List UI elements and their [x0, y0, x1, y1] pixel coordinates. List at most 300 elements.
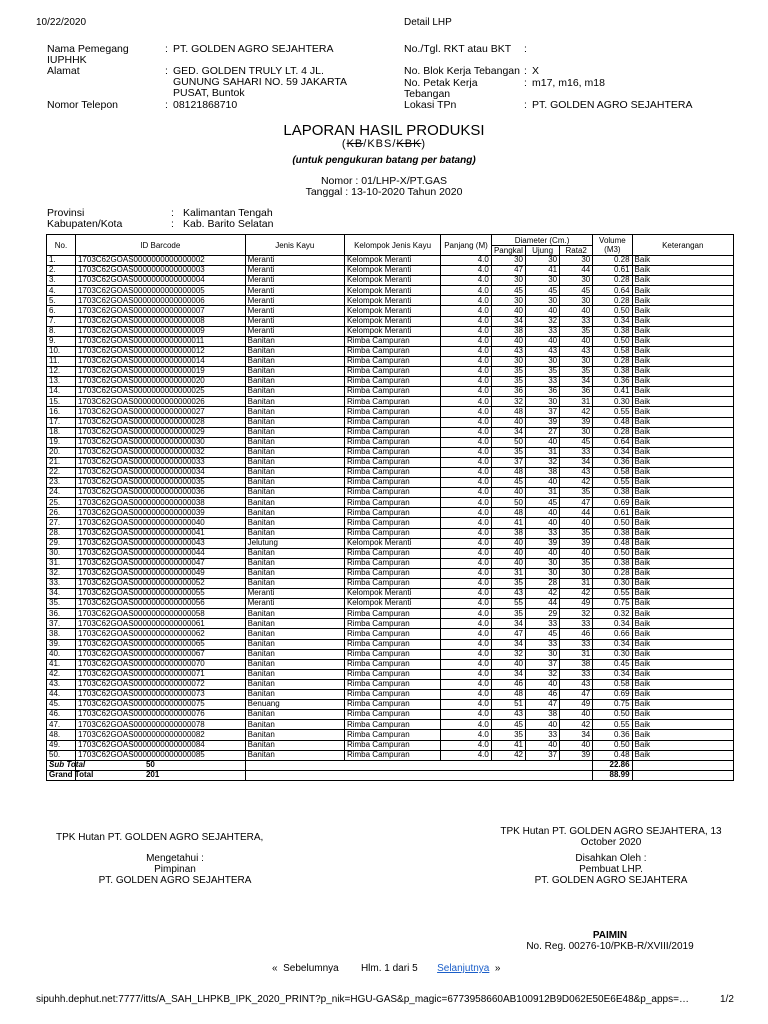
row-no: 33.: [47, 579, 76, 589]
jenis-kayu: Banitan: [245, 690, 344, 700]
barcode-id: 1703C62GOAS0000000000000039: [75, 508, 245, 518]
table-row: [47, 538, 734, 548]
rata2: 31: [560, 397, 593, 407]
jenis-kayu: Meranti: [245, 589, 344, 599]
barcode-id: 1703C62GOAS0000000000000084: [75, 740, 245, 750]
jenis-kayu: Banitan: [245, 478, 344, 488]
barcode-id: 1703C62GOAS0000000000000027: [75, 407, 245, 417]
table-row: [47, 710, 734, 720]
jenis-kayu: Banitan: [245, 568, 344, 578]
jenis-kayu: Banitan: [245, 336, 344, 346]
ujung: 33: [526, 639, 560, 649]
barcode-id: 1703C62GOAS0000000000000071: [75, 669, 245, 679]
barcode-id: 1703C62GOAS0000000000000020: [75, 377, 245, 387]
pangkal: 48: [491, 407, 525, 417]
info-value: [532, 44, 732, 66]
keterangan: Baik: [632, 639, 733, 649]
barcode-id: 1703C62GOAS0000000000000008: [75, 316, 245, 326]
kelompok: Rimba Campuran: [344, 407, 440, 417]
barcode-id: 1703C62GOAS0000000000000049: [75, 568, 245, 578]
volume: 0.30: [593, 649, 632, 659]
panjang: 4.0: [441, 730, 492, 740]
volume: 0.69: [593, 690, 632, 700]
keterangan: Baik: [632, 266, 733, 276]
row-no: 16.: [47, 407, 76, 417]
row-no: 41.: [47, 659, 76, 669]
row-no: 29.: [47, 538, 76, 548]
jenis-kayu: Banitan: [245, 609, 344, 619]
barcode-id: 1703C62GOAS0000000000000012: [75, 346, 245, 356]
kelompok: Rimba Campuran: [344, 488, 440, 498]
panjang: 4.0: [441, 579, 492, 589]
barcode-id: 1703C62GOAS0000000000000014: [75, 356, 245, 366]
pangkal: 43: [491, 589, 525, 599]
volume: 0.38: [593, 326, 632, 336]
barcode-id: 1703C62GOAS0000000000000028: [75, 417, 245, 427]
panjang: 4.0: [441, 447, 492, 457]
ujung: 35: [526, 367, 560, 377]
volume: 0.55: [593, 478, 632, 488]
rata2: 31: [560, 579, 593, 589]
panjang: 4.0: [441, 518, 492, 528]
rata2: 35: [560, 558, 593, 568]
barcode-id: 1703C62GOAS0000000000000040: [75, 518, 245, 528]
table-row: [47, 417, 734, 427]
jenis-kayu: Meranti: [245, 296, 344, 306]
pangkal: 43: [491, 710, 525, 720]
kelompok: Rimba Campuran: [344, 609, 440, 619]
header-ujung: Ujung: [526, 246, 560, 256]
barcode-id: 1703C62GOAS0000000000000025: [75, 387, 245, 397]
jenis-kayu: Meranti: [245, 316, 344, 326]
kelompok: Rimba Campuran: [344, 467, 440, 477]
prev-link[interactable]: Sebelumnya: [283, 963, 339, 974]
rata2: 33: [560, 639, 593, 649]
barcode-id: 1703C62GOAS0000000000000041: [75, 528, 245, 538]
volume: 0.66: [593, 629, 632, 639]
kelompok: Rimba Campuran: [344, 498, 440, 508]
panjang: 4.0: [441, 427, 492, 437]
ujung: 40: [526, 437, 560, 447]
kelompok: Rimba Campuran: [344, 417, 440, 427]
ujung: 39: [526, 417, 560, 427]
prev-arrow[interactable]: «: [272, 963, 278, 974]
jenis-kayu: Benuang: [245, 700, 344, 710]
kelompok: Rimba Campuran: [344, 437, 440, 447]
info-label: No. Petak Kerja Tebangan: [404, 77, 478, 100]
keterangan: Baik: [632, 558, 733, 568]
panjang: 4.0: [441, 538, 492, 548]
jenis-kayu: Banitan: [245, 397, 344, 407]
volume: 0.50: [593, 306, 632, 316]
keterangan: Baik: [632, 447, 733, 457]
row-no: 5.: [47, 296, 76, 306]
volume: 0.28: [593, 427, 632, 437]
kelompok: Rimba Campuran: [344, 679, 440, 689]
ujung: 30: [526, 276, 560, 286]
ujung: 38: [526, 710, 560, 720]
panjang: 4.0: [441, 649, 492, 659]
barcode-id: 1703C62GOAS0000000000000047: [75, 558, 245, 568]
rata2: 40: [560, 548, 593, 558]
jenis-kayu: Jelutung: [245, 538, 344, 548]
jenis-kayu: Banitan: [245, 528, 344, 538]
row-no: 26.: [47, 508, 76, 518]
ujung: 33: [526, 377, 560, 387]
row-no: 19.: [47, 437, 76, 447]
tanggal-value: 13-10-2020 Tahun 2020: [351, 186, 463, 198]
barcode-id: 1703C62GOAS0000000000000030: [75, 437, 245, 447]
table-row: [47, 690, 734, 700]
panjang: 4.0: [441, 286, 492, 296]
sig-left-company: PT. GOLDEN AGRO SEJAHTERA: [98, 875, 252, 886]
row-no: 35.: [47, 599, 76, 609]
volume: 0.61: [593, 266, 632, 276]
barcode-id: 1703C62GOAS0000000000000044: [75, 548, 245, 558]
kelompok: Rimba Campuran: [344, 579, 440, 589]
kelompok: Kelompok Meranti: [344, 296, 440, 306]
jenis-kayu: Banitan: [245, 508, 344, 518]
barcode-id: 1703C62GOAS0000000000000043: [75, 538, 245, 548]
panjang: 4.0: [441, 669, 492, 679]
rata2: 40: [560, 518, 593, 528]
pangkal: 43: [491, 346, 525, 356]
kelompok: Rimba Campuran: [344, 629, 440, 639]
barcode-id: 1703C62GOAS0000000000000009: [75, 326, 245, 336]
volume: 0.38: [593, 488, 632, 498]
grandtotal-label: Grand Total: [47, 770, 76, 780]
panjang: 4.0: [441, 367, 492, 377]
barcode-id: 1703C62GOAS0000000000000056: [75, 599, 245, 609]
rata2: 44: [560, 508, 593, 518]
jenis-kayu: Meranti: [245, 266, 344, 276]
table-row: [47, 488, 734, 498]
info-value: GED. GOLDEN TRULY LT. 4 JL. GUNUNG SAHARI NO. 59 JAKARTA PUSAT, Buntok: [173, 65, 347, 99]
kelompok: Rimba Campuran: [344, 639, 440, 649]
jenis-kayu: Banitan: [245, 639, 344, 649]
pangkal: 48: [491, 467, 525, 477]
header-pangkal: Pangkal: [491, 246, 525, 256]
panjang: 4.0: [441, 457, 492, 467]
keterangan: Baik: [632, 356, 733, 366]
volume: 0.34: [593, 639, 632, 649]
volume: 0.28: [593, 256, 632, 266]
rata2: 33: [560, 447, 593, 457]
next-link[interactable]: Selanjutnya: [437, 963, 490, 974]
kelompok: Kelompok Meranti: [344, 316, 440, 326]
kelompok: Rimba Campuran: [344, 659, 440, 669]
panjang: 4.0: [441, 700, 492, 710]
ujung: 29: [526, 609, 560, 619]
kelompok: Kelompok Meranti: [344, 538, 440, 548]
keterangan: Baik: [632, 730, 733, 740]
table-row: [47, 568, 734, 578]
jenis-kayu: Banitan: [245, 377, 344, 387]
row-no: 46.: [47, 710, 76, 720]
table-row: [47, 276, 734, 286]
kelompok: Rimba Campuran: [344, 397, 440, 407]
ujung: 31: [526, 447, 560, 457]
keterangan: Baik: [632, 256, 733, 266]
barcode-id: 1703C62GOAS0000000000000038: [75, 498, 245, 508]
kelompok: Rimba Campuran: [344, 558, 440, 568]
keterangan: Baik: [632, 740, 733, 750]
jenis-kayu: Banitan: [245, 518, 344, 528]
volume: 0.48: [593, 417, 632, 427]
keterangan: Baik: [632, 367, 733, 377]
barcode-id: 1703C62GOAS0000000000000075: [75, 700, 245, 710]
barcode-id: 1703C62GOAS0000000000000011: [75, 336, 245, 346]
volume: 0.64: [593, 286, 632, 296]
kelompok: Rimba Campuran: [344, 457, 440, 467]
kelompok: Rimba Campuran: [344, 518, 440, 528]
rata2: 39: [560, 750, 593, 760]
kelompok: Rimba Campuran: [344, 528, 440, 538]
table-row: [47, 447, 734, 457]
keterangan: Baik: [632, 659, 733, 669]
table-row: [47, 437, 734, 447]
pangkal: 32: [491, 397, 525, 407]
keterangan: Baik: [632, 710, 733, 720]
jenis-kayu: Banitan: [245, 447, 344, 457]
pangkal: 40: [491, 558, 525, 568]
ujung: 30: [526, 356, 560, 366]
ujung: 39: [526, 538, 560, 548]
jenis-kayu: Banitan: [245, 629, 344, 639]
ujung: 37: [526, 659, 560, 669]
row-no: 37.: [47, 619, 76, 629]
pangkal: 30: [491, 276, 525, 286]
barcode-id: 1703C62GOAS0000000000000005: [75, 286, 245, 296]
kelompok: Rimba Campuran: [344, 346, 440, 356]
keterangan: Baik: [632, 306, 733, 316]
volume: 0.28: [593, 276, 632, 286]
keterangan: Baik: [632, 649, 733, 659]
jenis-kayu: Banitan: [245, 467, 344, 477]
subtotal-row: [47, 760, 734, 770]
volume: 0.75: [593, 599, 632, 609]
pangkal: 36: [491, 387, 525, 397]
table-row: [47, 750, 734, 760]
row-no: 42.: [47, 669, 76, 679]
keterangan: Baik: [632, 296, 733, 306]
pangkal: 40: [491, 417, 525, 427]
pangkal: 40: [491, 488, 525, 498]
ujung: 40: [526, 679, 560, 689]
jenis-kayu: Meranti: [245, 276, 344, 286]
volume: 0.36: [593, 730, 632, 740]
grandtotal-row: [47, 770, 734, 780]
report-tanggal: [0, 186, 768, 198]
panjang: 4.0: [441, 710, 492, 720]
barcode-id: 1703C62GOAS0000000000000036: [75, 488, 245, 498]
volume: 0.64: [593, 437, 632, 447]
keterangan: Baik: [632, 478, 733, 488]
panjang: 4.0: [441, 619, 492, 629]
rata2: 35: [560, 367, 593, 377]
sig-left-place: TPK Hutan PT. GOLDEN AGRO SEJAHTERA,: [56, 832, 264, 843]
kelompok: Kelompok Meranti: [344, 599, 440, 609]
keterangan: Baik: [632, 467, 733, 477]
barcode-id: 1703C62GOAS0000000000000052: [75, 579, 245, 589]
panjang: 4.0: [441, 558, 492, 568]
ujung: 45: [526, 286, 560, 296]
jenis-kayu: Banitan: [245, 548, 344, 558]
panjang: 4.0: [441, 276, 492, 286]
table-row: [47, 579, 734, 589]
pangkal: 47: [491, 629, 525, 639]
row-no: 6.: [47, 306, 76, 316]
ujung: 30: [526, 296, 560, 306]
header-volume: Volume (M3): [593, 235, 632, 256]
barcode-id: 1703C62GOAS0000000000000076: [75, 710, 245, 720]
barcode-id: 1703C62GOAS0000000000000085: [75, 750, 245, 760]
next-arrow[interactable]: »: [494, 963, 501, 974]
volume: 0.55: [593, 589, 632, 599]
rata2: 40: [560, 306, 593, 316]
pangkal: 47: [491, 266, 525, 276]
volume: 0.58: [593, 467, 632, 477]
kelompok: Rimba Campuran: [344, 508, 440, 518]
ujung: 27: [526, 427, 560, 437]
barcode-id: 1703C62GOAS0000000000000004: [75, 276, 245, 286]
ujung: 47: [526, 700, 560, 710]
barcode-id: 1703C62GOAS0000000000000032: [75, 447, 245, 457]
pagination: [272, 963, 500, 974]
jenis-kayu: Banitan: [245, 457, 344, 467]
volume: 0.30: [593, 579, 632, 589]
row-no: 15.: [47, 397, 76, 407]
info-label: Nomor Telepon: [47, 99, 119, 111]
panjang: 4.0: [441, 659, 492, 669]
subtotal-volume: 22.86: [593, 760, 632, 770]
panjang: 4.0: [441, 589, 492, 599]
pangkal: 46: [491, 679, 525, 689]
barcode-id: 1703C62GOAS0000000000000061: [75, 619, 245, 629]
table-row: [47, 306, 734, 316]
volume: 0.48: [593, 538, 632, 548]
row-no: 20.: [47, 447, 76, 457]
volume: 0.50: [593, 710, 632, 720]
header-diameter: Diameter (Cm.): [491, 235, 592, 246]
kelompok: Rimba Campuran: [344, 750, 440, 760]
jenis-kayu: Banitan: [245, 649, 344, 659]
panjang: 4.0: [441, 639, 492, 649]
ujung: 42: [526, 589, 560, 599]
panjang: 4.0: [441, 750, 492, 760]
row-no: 40.: [47, 649, 76, 659]
kelompok: Kelompok Meranti: [344, 306, 440, 316]
panjang: 4.0: [441, 336, 492, 346]
keterangan: Baik: [632, 538, 733, 548]
rata2: 47: [560, 690, 593, 700]
ujung: 44: [526, 599, 560, 609]
ujung: 33: [526, 326, 560, 336]
ujung: 32: [526, 316, 560, 326]
region-info: Provinsi : Kalimantan Tengah Kabupaten/Kota : Kab. Barito Selatan: [47, 207, 274, 230]
kelompok: Kelompok Meranti: [344, 286, 440, 296]
sig-right-approved: Disahkan Oleh :: [575, 853, 647, 864]
row-no: 34.: [47, 589, 76, 599]
volume: 0.58: [593, 346, 632, 356]
table-row: [47, 387, 734, 397]
rata2: 49: [560, 700, 593, 710]
row-no: 30.: [47, 548, 76, 558]
kelompok: Rimba Campuran: [344, 377, 440, 387]
kbk-text: KBK: [396, 138, 422, 150]
row-no: 28.: [47, 528, 76, 538]
barcode-id: 1703C62GOAS0000000000000007: [75, 306, 245, 316]
volume: 0.34: [593, 447, 632, 457]
signatory-reg: No. Reg. 00276-10/PKB-R/XVIII/2019: [526, 941, 694, 952]
header-jenis: Jenis Kayu: [245, 235, 344, 256]
ujung: 32: [526, 457, 560, 467]
ujung: 37: [526, 407, 560, 417]
row-no: 47.: [47, 720, 76, 730]
kelompok: Rimba Campuran: [344, 690, 440, 700]
volume: 0.55: [593, 720, 632, 730]
barcode-id: 1703C62GOAS0000000000000006: [75, 296, 245, 306]
table-row: [47, 558, 734, 568]
ujung: 40: [526, 508, 560, 518]
report-note: (untuk pengukuran batang per batang): [292, 155, 476, 166]
sig-left-role: Pimpinan: [154, 864, 196, 875]
barcode-id: 1703C62GOAS0000000000000026: [75, 397, 245, 407]
jenis-kayu: Banitan: [245, 558, 344, 568]
row-no: 1.: [47, 256, 76, 266]
table-row: [47, 286, 734, 296]
report-title: LAPORAN HASIL PRODUKSI: [283, 122, 485, 139]
volume: 0.32: [593, 609, 632, 619]
row-no: 49.: [47, 740, 76, 750]
panjang: 4.0: [441, 679, 492, 689]
jenis-kayu: Banitan: [245, 669, 344, 679]
pangkal: 35: [491, 377, 525, 387]
row-no: 14.: [47, 387, 76, 397]
table-body: [47, 256, 734, 761]
info-label: No. Blok Kerja Tebangan: [404, 65, 520, 77]
table-row: [47, 669, 734, 679]
ujung: 28: [526, 579, 560, 589]
jenis-kayu: Meranti: [245, 256, 344, 266]
kelompok: Rimba Campuran: [344, 447, 440, 457]
tanggal-label: Tanggal :: [305, 186, 349, 198]
barcode-id: 1703C62GOAS0000000000000072: [75, 679, 245, 689]
panjang: 4.0: [441, 498, 492, 508]
jenis-kayu: Banitan: [245, 427, 344, 437]
rata2: 40: [560, 740, 593, 750]
volume: 0.50: [593, 336, 632, 346]
keterangan: Baik: [632, 599, 733, 609]
barcode-id: 1703C62GOAS0000000000000055: [75, 589, 245, 599]
row-no: 39.: [47, 639, 76, 649]
pangkal: 41: [491, 518, 525, 528]
grandtotal-count: 201: [75, 770, 245, 780]
panjang: 4.0: [441, 488, 492, 498]
barcode-id: 1703C62GOAS0000000000000002: [75, 256, 245, 266]
panjang: 4.0: [441, 437, 492, 447]
table-row: [47, 467, 734, 477]
pangkal: 41: [491, 740, 525, 750]
kelompok: Rimba Campuran: [344, 356, 440, 366]
panjang: 4.0: [441, 266, 492, 276]
barcode-id: 1703C62GOAS0000000000000078: [75, 720, 245, 730]
pangkal: 34: [491, 669, 525, 679]
row-no: 2.: [47, 266, 76, 276]
table-row: [47, 356, 734, 366]
panjang: 4.0: [441, 528, 492, 538]
keterangan: Baik: [632, 417, 733, 427]
